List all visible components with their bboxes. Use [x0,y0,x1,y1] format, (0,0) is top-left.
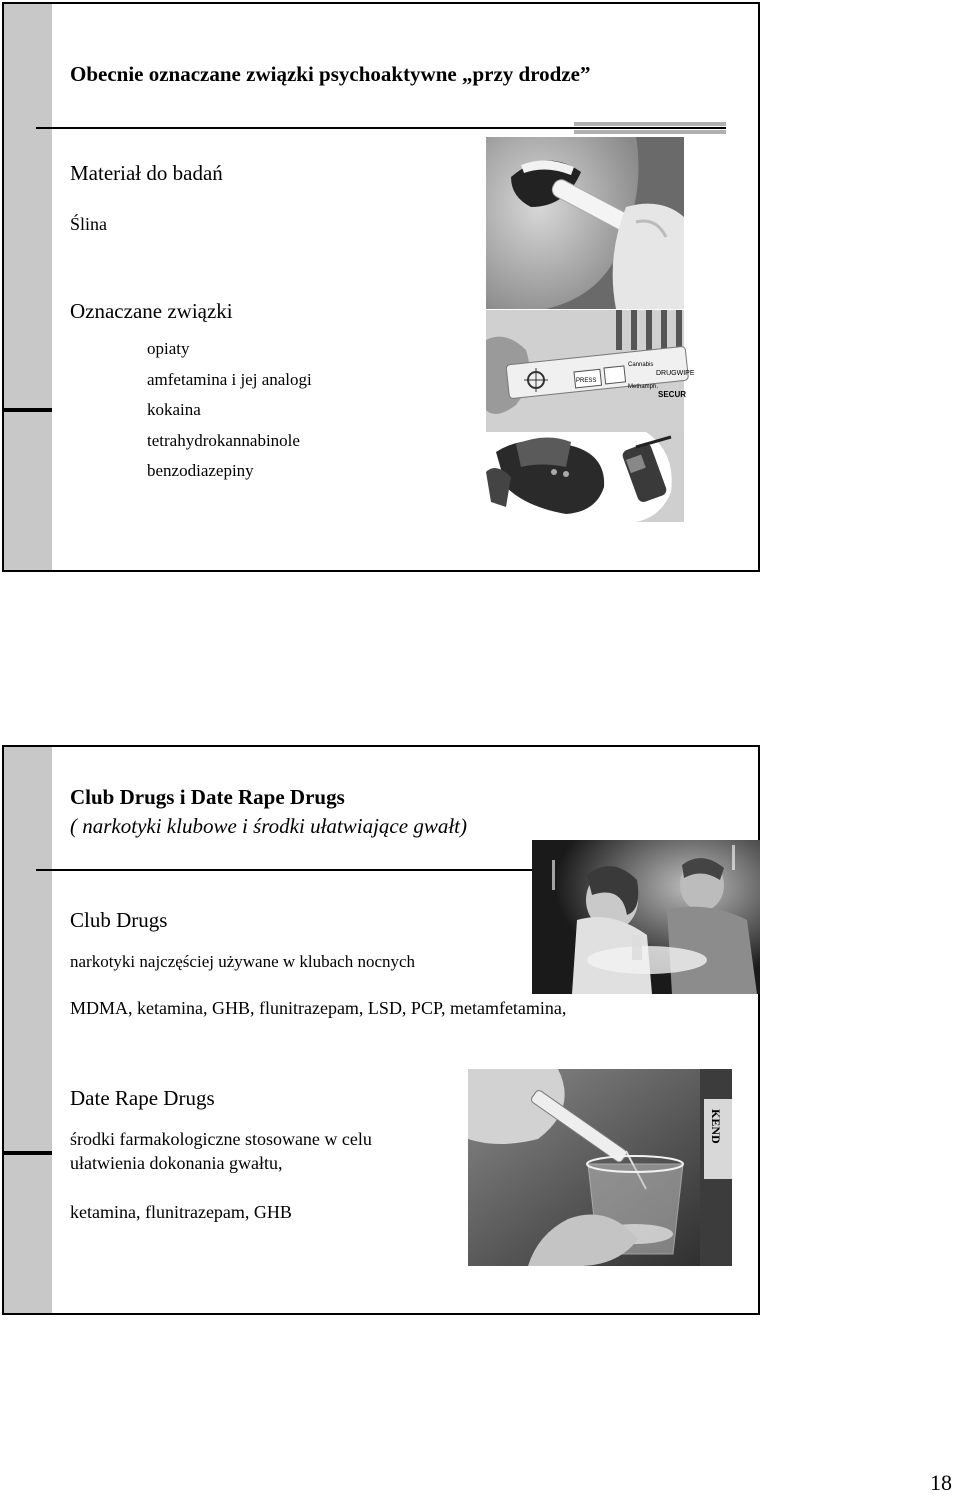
compound-item: amfetamina i jej analogi [147,370,312,389]
compound-item: tetrahydrokannabinole [147,431,300,450]
compound-item: kokaina [147,400,201,419]
syringe-glass-photo [468,1069,732,1266]
sidebar-marker [4,1151,52,1155]
title-divider [36,127,726,129]
saliva-swab-photo [486,137,684,309]
strip-label: Cannabis [628,362,654,368]
slide-sidebar [4,4,52,570]
divider-accent [574,122,726,126]
date-rape-list: ketamina, flunitrazepam, GHB [70,1202,292,1222]
page-number: 18 [930,1470,952,1495]
compounds-heading: Oznaczane związki [70,299,233,323]
material-heading: Materiał do badań [70,161,223,185]
strip-label: Methamph. [628,384,659,390]
bottle-label: KEND [709,1109,723,1144]
sidebar-marker [4,408,52,412]
slide-sidebar [4,747,52,1313]
analyzer-devices-photo [486,432,684,522]
title-divider [36,869,536,871]
divider-accent [574,130,726,134]
club-drugs-heading: Club Drugs [70,908,168,932]
slide-1 [2,2,760,572]
club-drugs-list: MDMA, ketamina, GHB, flunitrazepam, LSD, PCP, metamfetamina, [70,998,567,1018]
club-scene-photo [532,840,760,994]
compound-item: opiaty [147,339,190,358]
material-value: Ślina [70,214,108,234]
strip-label: PRESS [576,378,597,384]
club-drugs-description: narkotyki najczęściej używane w klubach nocnych [70,952,416,971]
compound-item: benzodiazepiny [147,461,254,480]
strip-brand: SECUR [658,390,687,399]
slide-title-line1: Club Drugs i Date Rape Drugs [70,785,345,809]
strip-brand: DRUGWIPE [656,370,695,377]
slide-title: Obecnie oznaczane związki psychoaktywne „przy drodze” [70,62,591,86]
slide-2 [2,745,760,1315]
date-rape-description-line2: ułatwienia dokonania gwałtu, [70,1153,283,1173]
test-strip-photo [486,310,695,432]
date-rape-description-line1: środki farmakologiczne stosowane w celu [70,1129,372,1149]
date-rape-heading: Date Rape Drugs [70,1086,215,1110]
slide-title-line2: ( narkotyki klubowe i środki ułatwiające gwałt) [70,814,467,838]
